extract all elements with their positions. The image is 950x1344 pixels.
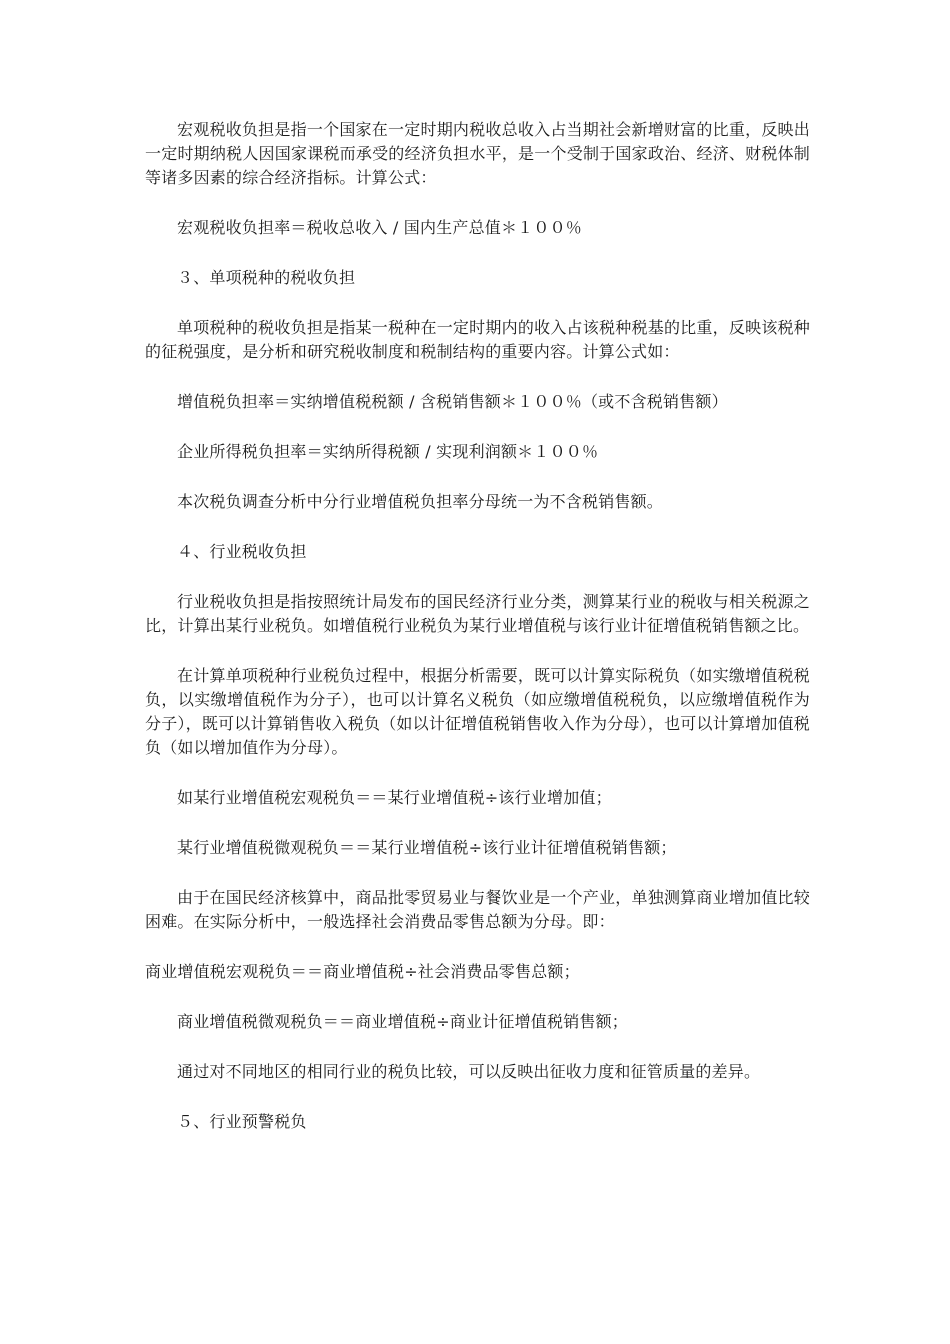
document-page bbox=[145, 118, 810, 1134]
paragraph-industry-tax-burden: 行业税收负担是指按照统计局发布的国民经济行业分类，测算某行业的税收与相关税源之比，计算出某行业税负。如增值税行业税负为某行业增值税与该行业计征增值税销售额之比。 bbox=[145, 592, 810, 635]
paragraph-regional-comparison: 通过对不同地区的相同行业的税负比较，可以反映出征收力度和征管质量的差异。 bbox=[177, 1062, 761, 1081]
heading-single-tax-burden: ３、单项税种的税收负担 bbox=[177, 268, 356, 287]
formula-commerce-micro-vat: 商业增值税微观税负＝＝商业增值税÷商业计征增值税销售额； bbox=[177, 1012, 629, 1031]
formula-industry-macro-vat: 如某行业增值税宏观税负＝＝某行业增值税÷该行业增加值； bbox=[177, 788, 612, 807]
formula-macro-tax-burden-rate: 宏观税收负担率＝税收总收入 / 国内生产总值＊１００％ bbox=[177, 218, 582, 237]
paragraph-calculation-methods: 在计算单项税种行业税负过程中，根据分析需要，既可以计算实际税负（如实缴增值税税负，以实缴增值税作为分子），也可以计算名义税负（如应缴增值税税负，以应缴增值税作为分子），既可以计算销售收入税负（如以计征增值税销售收入作为分母），也可以计算增加值税负（如以增加值作为分母）。 bbox=[145, 666, 810, 757]
paragraph-commerce-note: 由于在国民经济核算中，商品批零贸易业与餐饮业是一个产业，单独测算商业增加值比较困难。在实际分析中，一般选择社会消费品零售总额为分母。即： bbox=[145, 888, 810, 931]
heading-industry-warning-burden: ５、行业预警税负 bbox=[177, 1112, 307, 1131]
formula-commerce-macro-vat: 商业增值税宏观税负＝＝商业增值税÷社会消费品零售总额； bbox=[145, 962, 580, 981]
formula-industry-micro-vat: 某行业增值税微观税负＝＝某行业增值税÷该行业计征增值税销售额； bbox=[177, 838, 677, 857]
heading-industry-tax-burden: ４、行业税收负担 bbox=[177, 542, 307, 561]
formula-income-tax-burden-rate: 企业所得税负担率＝实纳所得税额 / 实现利润额＊１００％ bbox=[177, 442, 599, 461]
paragraph-macro-tax-burden: 宏观税收负担是指一个国家在一定时期内税收总收入占当期社会新增财富的比重，反映出一定时期纳税人因国家课税而承受的经济负担水平，是一个受制于国家政治、经济、财税体制等诸多因素的综合经济指标。计算公式： bbox=[145, 120, 810, 187]
paragraph-single-tax-burden: 单项税种的税收负担是指某一税种在一定时期内的收入占该税种税基的比重，反映该税种的征税强度，是分析和研究税收制度和税制结构的重要内容。计算公式如： bbox=[145, 318, 810, 361]
paragraph-survey-note: 本次税负调查分析中分行业增值税负担率分母统一为不含税销售额。 bbox=[177, 492, 664, 511]
formula-vat-burden-rate: 增值税负担率＝实纳增值税税额 / 含税销售额＊１００％（或不含税销售额） bbox=[177, 392, 728, 411]
